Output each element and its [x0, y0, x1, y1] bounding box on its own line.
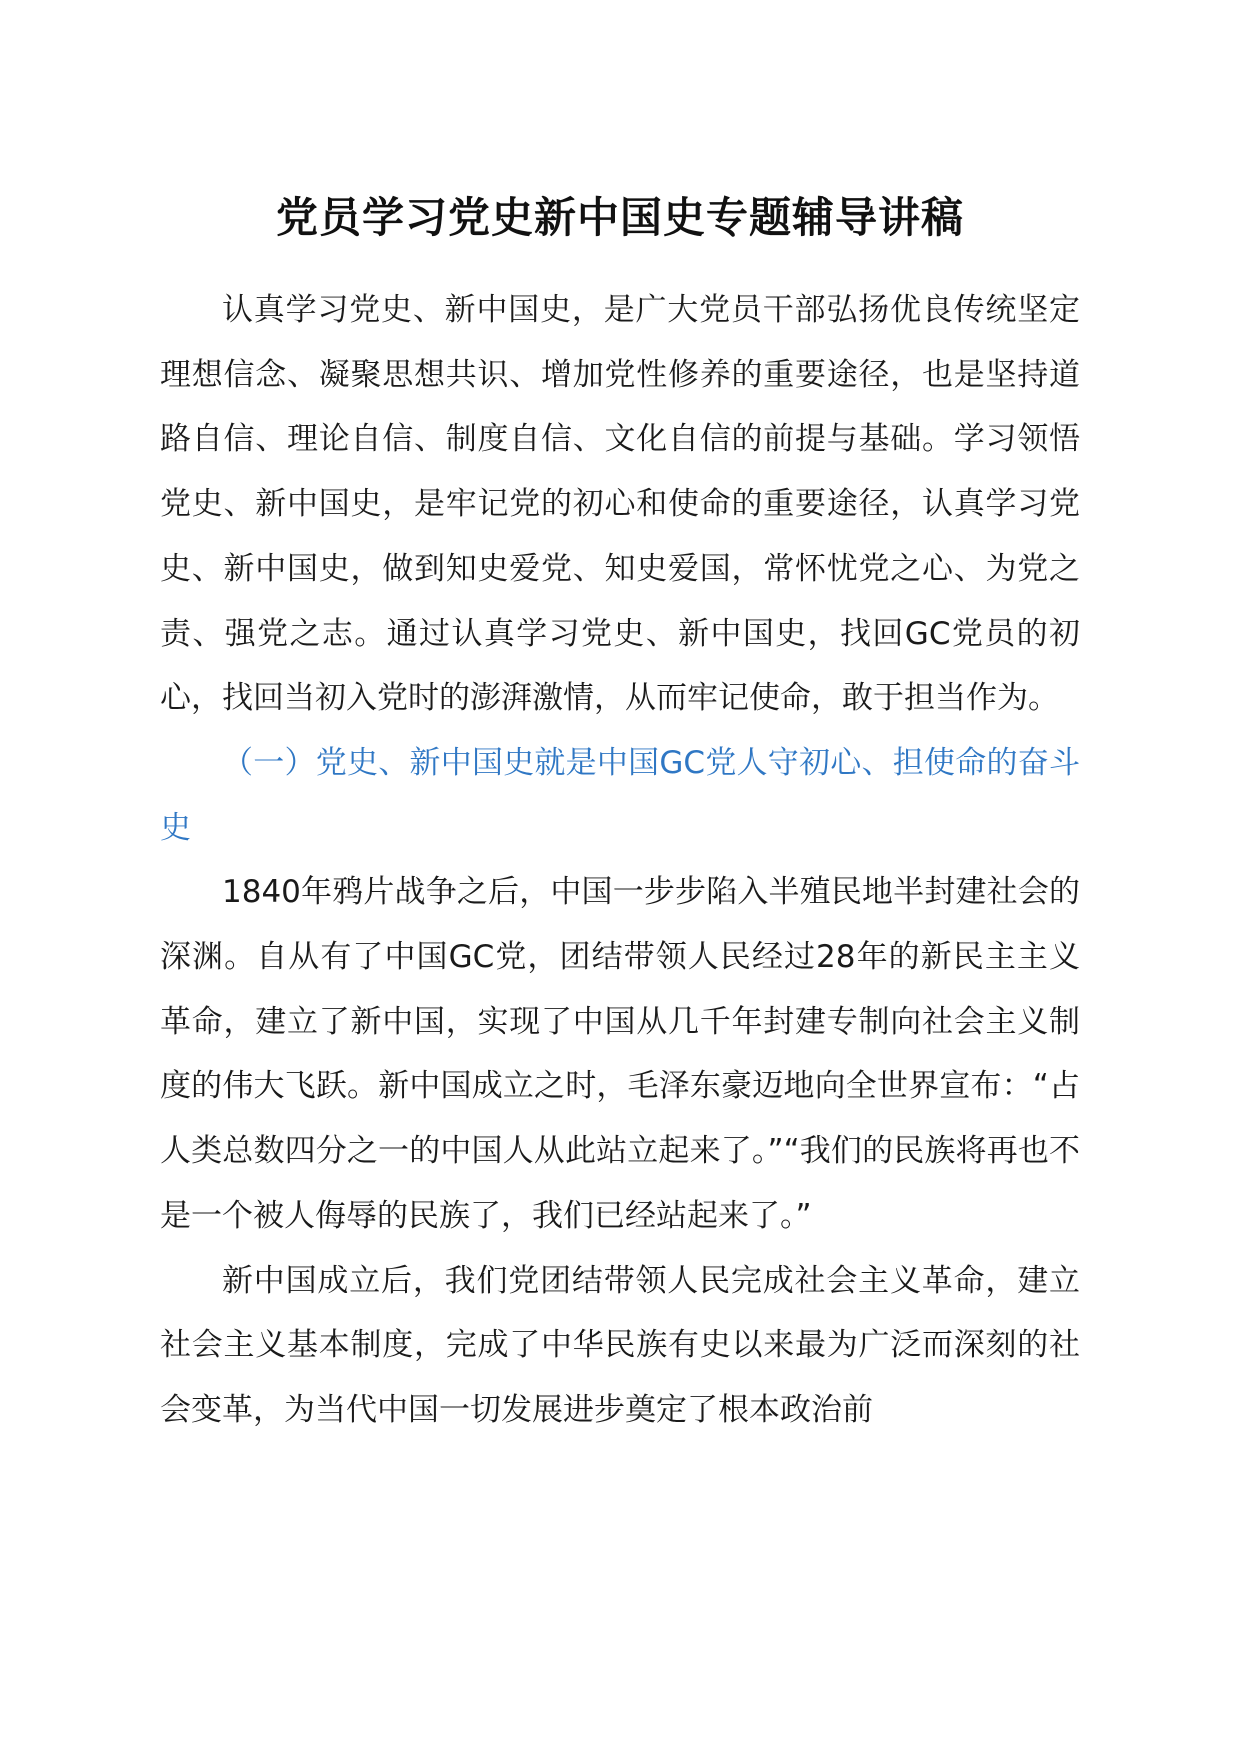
- section-heading: （一）党史、新中国史就是中国GC党人守初心、担使命的奋斗史: [160, 744, 1080, 846]
- document-page: [160, 188, 1080, 1443]
- body-paragraph: 新中国成立后，我们党团结带领人民完成社会主义革命，建立社会主义基本制度，完成了中华民族有史以来最为广泛而深刻的社会变革，为当代中国一切发展进步奠定了根本政治前: [160, 1262, 1080, 1428]
- intro-paragraph: 认真学习党史、新中国史，是广大党员干部弘扬优良传统坚定理想信念、凝聚思想共识、增加党性修养的重要途径，也是坚持道路自信、理论自信、制度自信、文化自信的前提与基础。学习领悟党史、新中国史，是牢记党的初心和使命的重要途径，认真学习党史、新中国史，做到知史爱党、知史爱国，常怀忧党之心、为党之责、强党之志。通过认真学习党史、新中国史，找回GC党员的初心，找回当初入党时的澎湃激情，从而牢记使命，敢于担当作为。: [160, 292, 1080, 717]
- document-title: 党员学习党史新中国史专题辅导讲稿: [275, 193, 964, 242]
- body-paragraph: 1840年鸦片战争之后，中国一步步陷入半殖民地半封建社会的深渊。自从有了中国GC党，团结带领人民经过28年的新民主主义革命，建立了新中国，实现了中国从几千年封建专制向社会主义制度的伟大飞跃。新中国成立之时，毛泽东豪迈地向全世界宣布：“占人类总数四分之一的中国人从此站立起来了。”“我们的民族将再也不是一个被人侮辱的民族了，我们已经站起来了。”: [160, 874, 1080, 1234]
